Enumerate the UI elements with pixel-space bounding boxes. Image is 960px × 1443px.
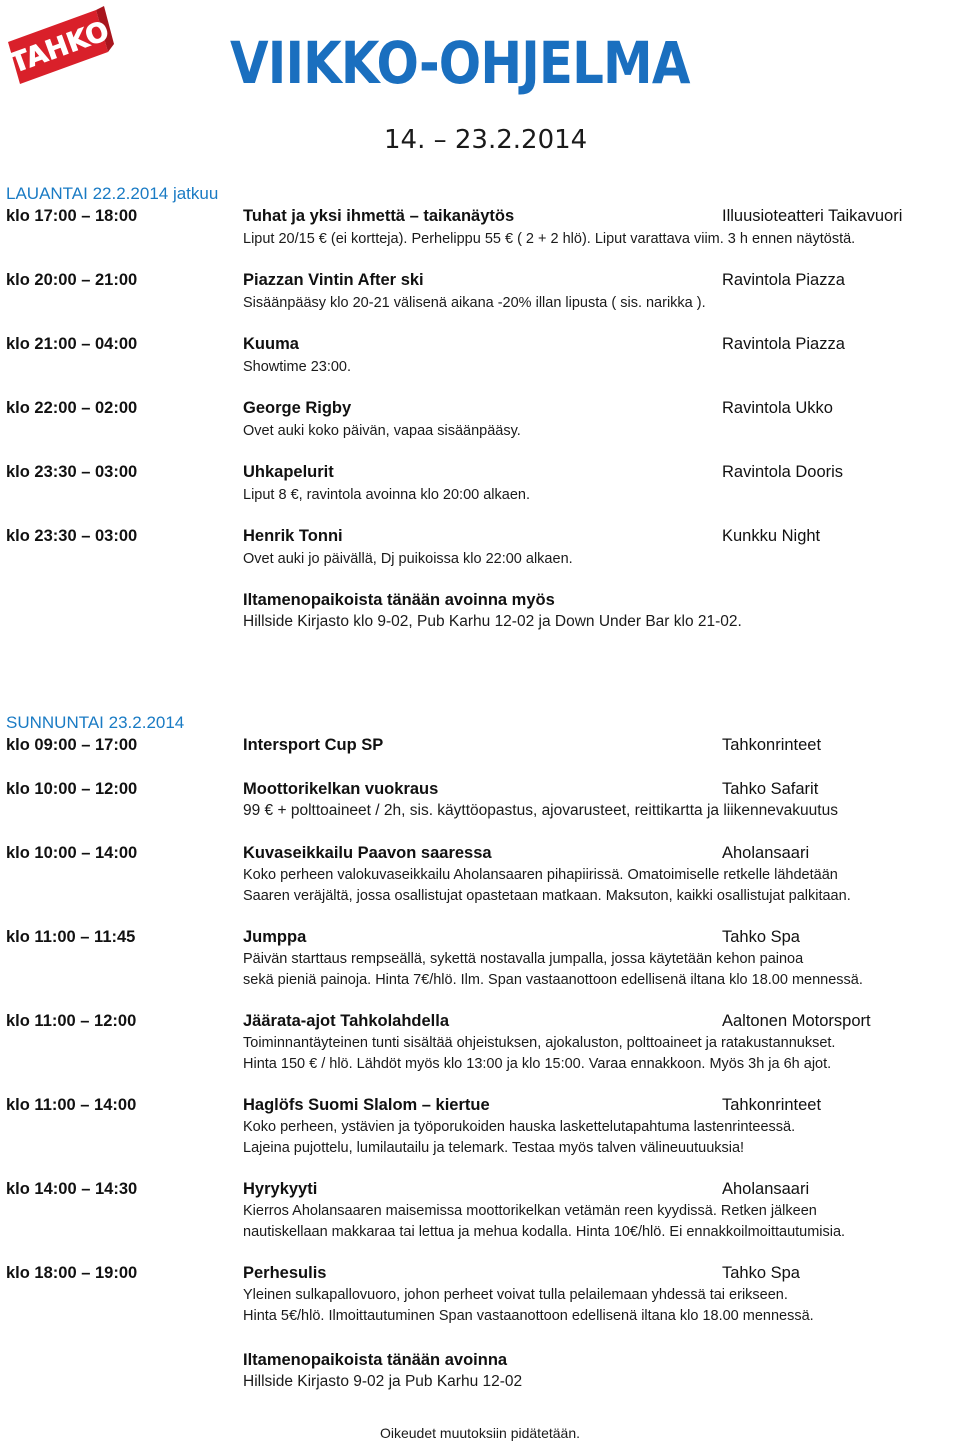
event-venue: Aholansaari [722,844,810,862]
event-time: klo 11:00 – 14:00 [6,1096,137,1114]
event-venue: Tahkonrinteet [722,736,822,754]
event-time: klo 14:00 – 14:30 [6,1180,138,1198]
event-detail: Kierros Aholansaaren maisemissa moottorikelkan vetämän reen kyydissä. Retken jälkeen [243,1203,817,1219]
event-name: Intersport Cup SP [243,736,384,754]
event-detail: Yleinen sulkapallovuoro, johon perheet voivat tulla pelailemaan yhdessä tai erikseen. [243,1287,788,1303]
event-time: klo 18:00 – 19:00 [6,1264,138,1282]
nightlife-text: Hillside Kirjasto 9-02 ja Pub Karhu 12-02 [243,1373,523,1390]
event-venue: Aaltonen Motorsport [722,1012,871,1030]
event-detail: Koko perheen valokuvaseikkailu Aholansaaren pihapiirissä. Omatoimiselle retkelle lähdetään [243,867,838,883]
event-name: Tuhat ja yksi ihmettä – taikanäytös [243,207,515,225]
event-time: klo 11:00 – 12:00 [6,1012,137,1030]
event-name: Uhkapelurit [243,463,334,481]
date-range: 14. – 23.2.2014 [384,125,588,155]
event-row [0,779,960,801]
event-row [0,526,960,548]
event-name: Piazzan Vintin After ski [243,271,424,289]
event-detail: Saaren veräjältä, jossa osallistujat opastetaan matkaan. Maksuton, kaikki osallistujat palkitaan. [243,888,851,904]
event-venue: Tahkonrinteet [722,1096,822,1114]
event-venue: Tahko Safarit [722,780,819,798]
event-detail: Hinta 5€/hlö. Ilmoittautuminen Span vastaanottoon edellisenä iltana klo 18.00 mennessä. [243,1308,814,1324]
event-venue: Ravintola Piazza [722,271,845,289]
event-row [0,270,960,292]
page-title: VIIKKO-OHJELMA [230,29,690,97]
event-detail: Hinta 150 € / hlö. Lähdöt myös klo 13:00 ja klo 15:00. Varaa ennakkoon. Myös 3h ja 6h ajot. [243,1056,832,1072]
event-venue: Aholansaari [722,1180,810,1198]
nightlife-text: Hillside Kirjasto klo 9-02, Pub Karhu 12-02 ja Down Under Bar klo 21-02. [243,613,742,630]
logo-text: TAHKO [6,15,114,80]
event-detail: Ovet auki jo päivällä, Dj puikoissa klo 22:00 alkaen. [243,551,573,567]
event-row [0,843,960,865]
event-name: Kuvaseikkailu Paavon saaressa [243,844,492,862]
event-name: Kuuma [243,335,299,353]
event-row [0,334,960,356]
event-detail: nautiskellaan makkaraa tai lettua ja mehua kodalla. Hinta 10€/hlö. Ei ennakkoilmoittautumisia. [243,1224,846,1240]
event-row [0,1263,960,1285]
event-name: Haglöfs Suomi Slalom – kiertue [243,1096,490,1114]
footer-note: Oikeudet muutoksiin pidätetään. [379,1425,580,1441]
event-time: klo 21:00 – 04:00 [6,335,138,353]
event-detail: Päivän starttaus rempseällä, sykettä nostavalla jumpalla, jossa käytetään kehon painoa [243,951,804,967]
event-venue: Illuusioteatteri Taikavuori [722,207,903,225]
event-detail: Liput 8 €, ravintola avoinna klo 20:00 alkaen. [243,487,530,503]
event-time: klo 23:30 – 03:00 [6,527,138,545]
event-venue: Ravintola Dooris [722,463,844,481]
event-row [0,1011,960,1033]
day-heading-sunday: SUNNUNTAI 23.2.2014 [6,713,185,732]
event-venue: Ravintola Ukko [722,399,833,417]
event-venue: Tahko Spa [722,928,800,946]
event-name: Jäärata-ajot Tahkolahdella [243,1012,450,1030]
event-time: klo 22:00 – 02:00 [6,399,138,417]
event-name: Hyrykyyti [243,1180,318,1198]
event-detail: Lajeina pujottelu, lumilautailu ja telemark. Testaa myös talven välineuutuuksia! [243,1140,745,1156]
event-row [0,927,960,949]
event-time: klo 17:00 – 18:00 [6,207,138,225]
event-row [0,462,960,484]
event-detail: 99 € + polttoaineet / 2h, sis. käyttöopastus, ajovarusteet, reittikartta ja liikennevakuutus [243,802,838,819]
event-row [0,735,960,757]
day-heading-saturday: LAUANTAI 22.2.2014 jatkuu [6,184,219,203]
event-detail: Showtime 23:00. [243,359,352,375]
event-time: klo 20:00 – 21:00 [6,271,138,289]
event-row [0,1179,960,1201]
event-time: klo 10:00 – 12:00 [6,780,138,798]
event-detail: Sisäänpääsy klo 20-21 välisenä aikana -20% illan lipusta ( sis. narikka ). [243,295,706,311]
event-venue: Ravintola Piazza [722,335,845,353]
event-name: Perhesulis [243,1264,327,1282]
event-name: Jumppa [243,928,307,946]
event-time: klo 10:00 – 14:00 [6,844,138,862]
nightlife-heading: Iltamenopaikoista tänään avoinna [243,1351,508,1369]
event-detail: Liput 20/15 € (ei kortteja). Perhelippu 55 € ( 2 + 2 hlö). Liput varattava viim. 3 h ennen näytöstä. [243,231,856,247]
event-row [0,206,960,228]
nightlife-heading: Iltamenopaikoista tänään avoinna myös [243,591,555,609]
event-name: Henrik Tonni [243,527,343,545]
event-detail: sekä pieniä painoja. Hinta 7€/hlö. Ilm. Span vastaanottoon edellisenä iltana klo 18.00 mennessä. [243,972,863,988]
event-row [0,1095,960,1117]
event-row [0,398,960,420]
tahko-logo [4,4,116,88]
event-detail: Ovet auki koko päivän, vapaa sisäänpääsy. [243,423,521,439]
event-detail: Toiminnantäyteinen tunti sisältää ohjeistuksen, ajokaluston, polttoaineet ja ratakustannukset. [243,1035,836,1051]
event-venue: Tahko Spa [722,1264,800,1282]
event-time: klo 11:00 – 11:45 [6,928,136,946]
event-time: klo 23:30 – 03:00 [6,463,138,481]
event-name: Moottorikelkan vuokraus [243,780,439,798]
event-venue: Kunkku Night [722,527,821,545]
event-detail: Koko perheen, ystävien ja työporukoiden hauska laskettelutapahtuma lastenrinteessä. [243,1119,796,1135]
event-name: George Rigby [243,399,352,417]
event-time: klo 09:00 – 17:00 [6,736,138,754]
